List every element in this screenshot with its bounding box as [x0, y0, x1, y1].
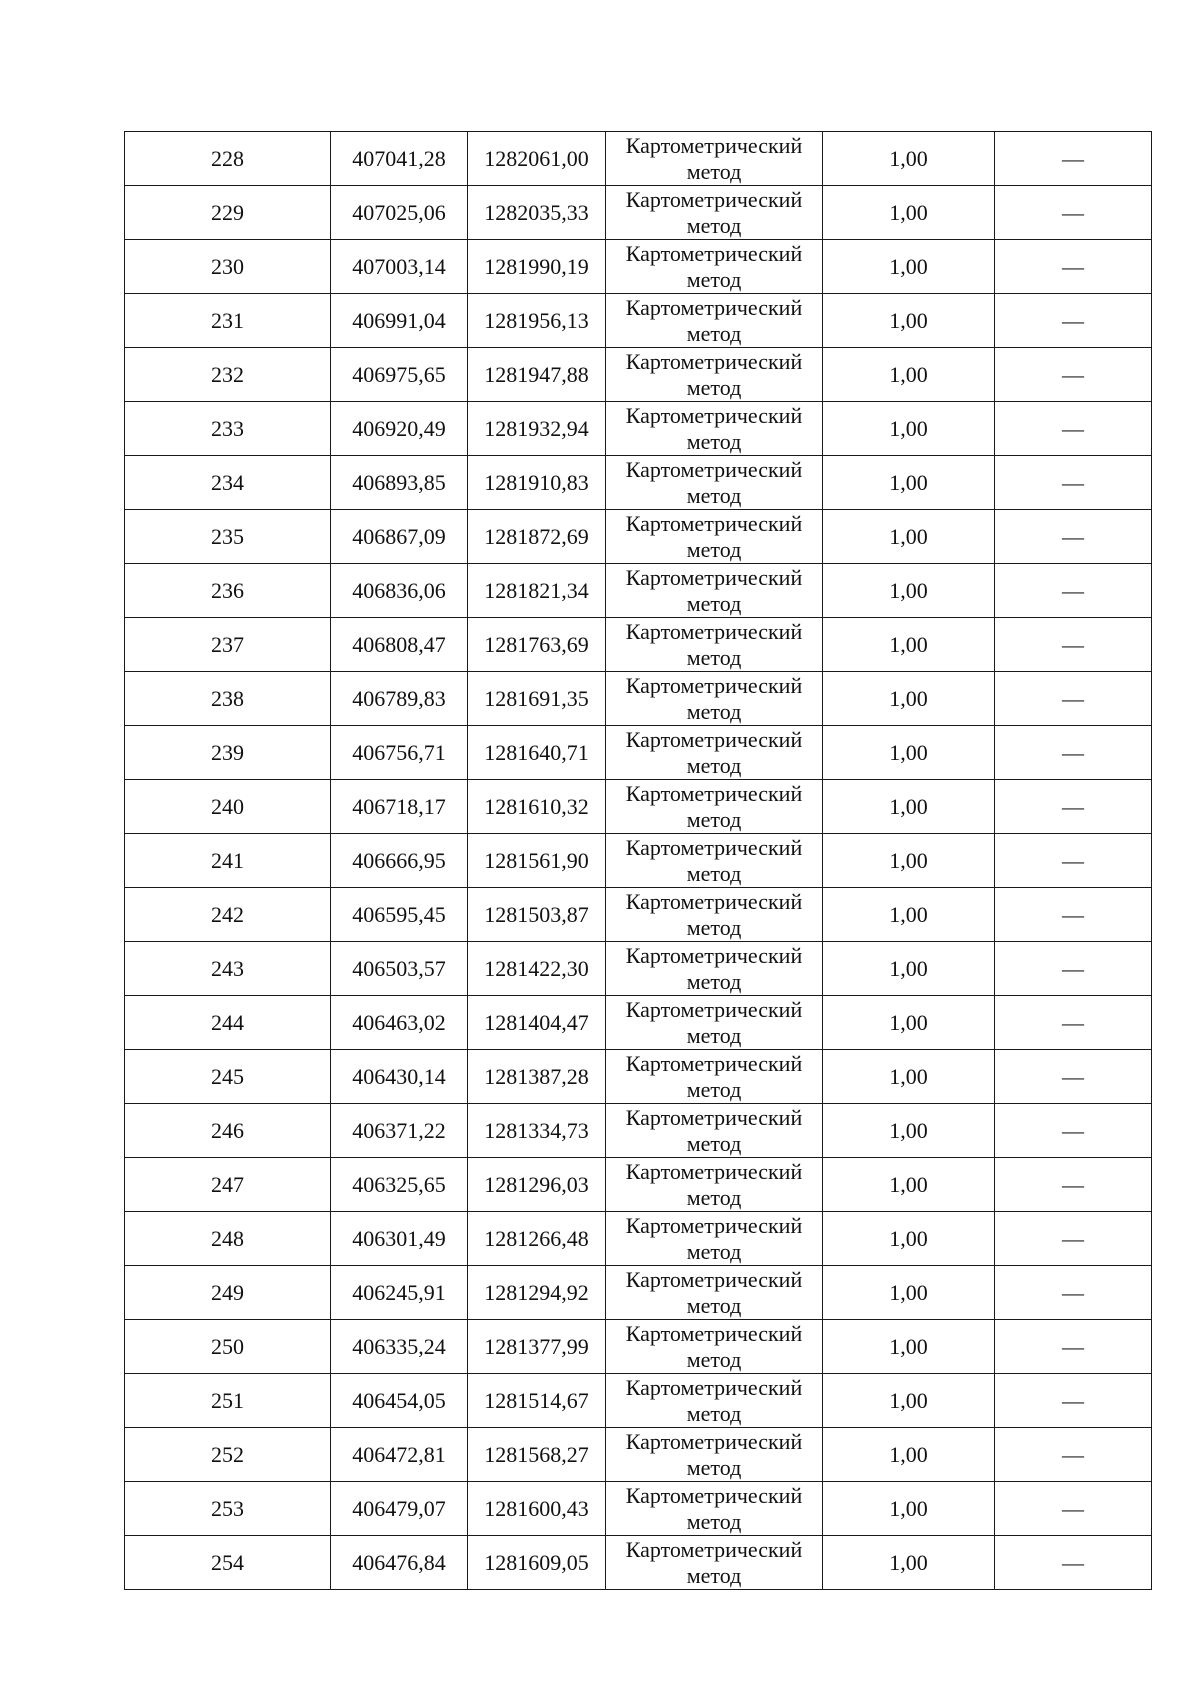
x-coordinate-cell: 406479,07 [331, 1482, 468, 1536]
method-line-1: Картометрический [625, 1482, 803, 1508]
note-cell: — [995, 726, 1152, 780]
accuracy-cell: 1,00 [823, 348, 995, 402]
y-coordinate-cell: 1281503,87 [468, 888, 606, 942]
method-cell [606, 132, 823, 186]
accuracy-cell: 1,00 [823, 1212, 995, 1266]
method-cell [606, 564, 823, 618]
x-coordinate-cell: 406975,65 [331, 348, 468, 402]
y-coordinate-cell: 1281947,88 [468, 348, 606, 402]
point-number-cell: 229 [125, 186, 331, 240]
y-coordinate-cell: 1281956,13 [468, 294, 606, 348]
table-row [125, 1158, 1152, 1212]
method-line-2: метод [686, 968, 742, 994]
x-coordinate-cell: 406991,04 [331, 294, 468, 348]
method-line-2: метод [686, 806, 742, 832]
point-number-cell: 237 [125, 618, 331, 672]
method-line-1: Картометрический [625, 1536, 803, 1562]
method-cell [606, 402, 823, 456]
accuracy-cell: 1,00 [823, 942, 995, 996]
point-number-cell: 248 [125, 1212, 331, 1266]
method-line-2: метод [686, 1022, 742, 1048]
x-coordinate-cell: 406503,57 [331, 942, 468, 996]
method-line-1: Картометрический [625, 510, 803, 536]
accuracy-cell: 1,00 [823, 1482, 995, 1536]
method-line-2: метод [686, 1562, 742, 1588]
method-line-2: метод [686, 1346, 742, 1372]
note-cell: — [995, 672, 1152, 726]
method-cell [606, 618, 823, 672]
method-line-1: Картометрический [625, 834, 803, 860]
x-coordinate-cell: 406463,02 [331, 996, 468, 1050]
table-row [125, 1104, 1152, 1158]
point-number-cell: 242 [125, 888, 331, 942]
table-row [125, 240, 1152, 294]
method-line-1: Картометрический [625, 456, 803, 482]
method-line-2: метод [686, 1238, 742, 1264]
method-cell [606, 1266, 823, 1320]
point-number-cell: 239 [125, 726, 331, 780]
y-coordinate-cell: 1281568,27 [468, 1428, 606, 1482]
y-coordinate-cell: 1281910,83 [468, 456, 606, 510]
y-coordinate-cell: 1281404,47 [468, 996, 606, 1050]
note-cell: — [995, 240, 1152, 294]
point-number-cell: 251 [125, 1374, 331, 1428]
note-cell: — [995, 1374, 1152, 1428]
method-cell [606, 294, 823, 348]
accuracy-cell: 1,00 [823, 834, 995, 888]
method-cell [606, 348, 823, 402]
table-row [125, 1482, 1152, 1536]
method-line-2: метод [686, 428, 742, 454]
method-line-2: метод [686, 860, 742, 886]
method-cell [606, 1104, 823, 1158]
method-line-2: метод [686, 914, 742, 940]
y-coordinate-cell: 1282035,33 [468, 186, 606, 240]
y-coordinate-cell: 1281640,71 [468, 726, 606, 780]
accuracy-cell: 1,00 [823, 240, 995, 294]
point-number-cell: 246 [125, 1104, 331, 1158]
point-number-cell: 247 [125, 1158, 331, 1212]
accuracy-cell: 1,00 [823, 402, 995, 456]
point-number-cell: 240 [125, 780, 331, 834]
y-coordinate-cell: 1282061,00 [468, 132, 606, 186]
accuracy-cell: 1,00 [823, 510, 995, 564]
point-number-cell: 233 [125, 402, 331, 456]
accuracy-cell: 1,00 [823, 996, 995, 1050]
x-coordinate-cell: 406371,22 [331, 1104, 468, 1158]
x-coordinate-cell: 406430,14 [331, 1050, 468, 1104]
accuracy-cell: 1,00 [823, 672, 995, 726]
method-line-2: метод [686, 1130, 742, 1156]
method-line-1: Картометрический [625, 294, 803, 320]
table-row [125, 1320, 1152, 1374]
accuracy-cell: 1,00 [823, 1158, 995, 1212]
accuracy-cell: 1,00 [823, 1428, 995, 1482]
accuracy-cell: 1,00 [823, 1050, 995, 1104]
table-row [125, 888, 1152, 942]
method-line-2: метод [686, 698, 742, 724]
y-coordinate-cell: 1281334,73 [468, 1104, 606, 1158]
accuracy-cell: 1,00 [823, 726, 995, 780]
table-row [125, 1428, 1152, 1482]
note-cell: — [995, 1104, 1152, 1158]
method-line-1: Картометрический [625, 888, 803, 914]
point-number-cell: 231 [125, 294, 331, 348]
method-cell [606, 1050, 823, 1104]
table-row [125, 1374, 1152, 1428]
note-cell: — [995, 888, 1152, 942]
x-coordinate-cell: 406301,49 [331, 1212, 468, 1266]
table-row [125, 1266, 1152, 1320]
table-row [125, 996, 1152, 1050]
method-line-2: метод [686, 212, 742, 238]
table-row [125, 1050, 1152, 1104]
x-coordinate-cell: 406920,49 [331, 402, 468, 456]
method-line-1: Картометрический [625, 1374, 803, 1400]
method-line-1: Картометрический [625, 672, 803, 698]
method-line-1: Картометрический [625, 132, 803, 158]
note-cell: — [995, 1266, 1152, 1320]
x-coordinate-cell: 406836,06 [331, 564, 468, 618]
accuracy-cell: 1,00 [823, 564, 995, 618]
method-cell [606, 780, 823, 834]
y-coordinate-cell: 1281990,19 [468, 240, 606, 294]
table-row [125, 456, 1152, 510]
method-cell [606, 186, 823, 240]
method-line-2: метод [686, 266, 742, 292]
note-cell: — [995, 618, 1152, 672]
method-cell [606, 1428, 823, 1482]
note-cell: — [995, 564, 1152, 618]
accuracy-cell: 1,00 [823, 1266, 995, 1320]
table-row [125, 1536, 1152, 1590]
method-line-2: метод [686, 482, 742, 508]
method-line-1: Картометрический [625, 726, 803, 752]
note-cell: — [995, 186, 1152, 240]
point-number-cell: 244 [125, 996, 331, 1050]
method-cell [606, 1212, 823, 1266]
note-cell: — [995, 510, 1152, 564]
note-cell: — [995, 1536, 1152, 1590]
method-line-2: метод [686, 1292, 742, 1318]
note-cell: — [995, 1428, 1152, 1482]
y-coordinate-cell: 1281514,67 [468, 1374, 606, 1428]
method-cell [606, 240, 823, 294]
method-line-1: Картометрический [625, 1266, 803, 1292]
y-coordinate-cell: 1281872,69 [468, 510, 606, 564]
table-row [125, 564, 1152, 618]
note-cell: — [995, 132, 1152, 186]
method-cell [606, 1482, 823, 1536]
method-cell [606, 726, 823, 780]
point-number-cell: 232 [125, 348, 331, 402]
point-number-cell: 250 [125, 1320, 331, 1374]
note-cell: — [995, 834, 1152, 888]
accuracy-cell: 1,00 [823, 1320, 995, 1374]
method-line-1: Картометрический [625, 1050, 803, 1076]
accuracy-cell: 1,00 [823, 132, 995, 186]
table-row [125, 132, 1152, 186]
note-cell: — [995, 1320, 1152, 1374]
x-coordinate-cell: 406454,05 [331, 1374, 468, 1428]
table-row [125, 780, 1152, 834]
method-cell [606, 456, 823, 510]
y-coordinate-cell: 1281387,28 [468, 1050, 606, 1104]
x-coordinate-cell: 406476,84 [331, 1536, 468, 1590]
point-number-cell: 249 [125, 1266, 331, 1320]
method-cell [606, 672, 823, 726]
method-line-1: Картометрический [625, 348, 803, 374]
accuracy-cell: 1,00 [823, 186, 995, 240]
y-coordinate-cell: 1281932,94 [468, 402, 606, 456]
note-cell: — [995, 402, 1152, 456]
table-row [125, 618, 1152, 672]
y-coordinate-cell: 1281609,05 [468, 1536, 606, 1590]
method-cell [606, 888, 823, 942]
method-line-1: Картометрический [625, 1104, 803, 1130]
point-number-cell: 238 [125, 672, 331, 726]
x-coordinate-cell: 406325,65 [331, 1158, 468, 1212]
table-row [125, 186, 1152, 240]
y-coordinate-cell: 1281561,90 [468, 834, 606, 888]
accuracy-cell: 1,00 [823, 780, 995, 834]
note-cell: — [995, 1158, 1152, 1212]
method-cell [606, 834, 823, 888]
accuracy-cell: 1,00 [823, 456, 995, 510]
y-coordinate-cell: 1281691,35 [468, 672, 606, 726]
method-line-2: метод [686, 752, 742, 778]
note-cell: — [995, 1050, 1152, 1104]
table-row [125, 834, 1152, 888]
note-cell: — [995, 942, 1152, 996]
y-coordinate-cell: 1281377,99 [468, 1320, 606, 1374]
method-line-1: Картометрический [625, 186, 803, 212]
x-coordinate-cell: 406245,91 [331, 1266, 468, 1320]
x-coordinate-cell: 407003,14 [331, 240, 468, 294]
point-number-cell: 228 [125, 132, 331, 186]
coordinates-table-body [125, 132, 1152, 1590]
point-number-cell: 230 [125, 240, 331, 294]
method-cell [606, 1536, 823, 1590]
method-line-2: метод [686, 1454, 742, 1480]
point-number-cell: 235 [125, 510, 331, 564]
point-number-cell: 254 [125, 1536, 331, 1590]
y-coordinate-cell: 1281600,43 [468, 1482, 606, 1536]
method-cell [606, 996, 823, 1050]
y-coordinate-cell: 1281763,69 [468, 618, 606, 672]
table-row [125, 1212, 1152, 1266]
method-line-2: метод [686, 1076, 742, 1102]
method-line-1: Картометрический [625, 1428, 803, 1454]
method-line-2: метод [686, 320, 742, 346]
y-coordinate-cell: 1281422,30 [468, 942, 606, 996]
method-line-1: Картометрический [625, 240, 803, 266]
point-number-cell: 243 [125, 942, 331, 996]
method-line-2: метод [686, 536, 742, 562]
accuracy-cell: 1,00 [823, 1536, 995, 1590]
y-coordinate-cell: 1281294,92 [468, 1266, 606, 1320]
y-coordinate-cell: 1281296,03 [468, 1158, 606, 1212]
accuracy-cell: 1,00 [823, 888, 995, 942]
method-cell [606, 1374, 823, 1428]
x-coordinate-cell: 406595,45 [331, 888, 468, 942]
x-coordinate-cell: 406666,95 [331, 834, 468, 888]
point-number-cell: 245 [125, 1050, 331, 1104]
table-row [125, 510, 1152, 564]
table-row [125, 942, 1152, 996]
method-line-1: Картометрический [625, 618, 803, 644]
point-number-cell: 241 [125, 834, 331, 888]
x-coordinate-cell: 406756,71 [331, 726, 468, 780]
method-line-2: метод [686, 590, 742, 616]
method-line-1: Картометрический [625, 1320, 803, 1346]
method-line-2: метод [686, 1508, 742, 1534]
point-number-cell: 252 [125, 1428, 331, 1482]
x-coordinate-cell: 406867,09 [331, 510, 468, 564]
note-cell: — [995, 1212, 1152, 1266]
note-cell: — [995, 780, 1152, 834]
method-line-2: метод [686, 158, 742, 184]
method-line-1: Картометрический [625, 780, 803, 806]
point-number-cell: 234 [125, 456, 331, 510]
x-coordinate-cell: 407041,28 [331, 132, 468, 186]
y-coordinate-cell: 1281610,32 [468, 780, 606, 834]
method-cell [606, 510, 823, 564]
method-cell [606, 1158, 823, 1212]
x-coordinate-cell: 406808,47 [331, 618, 468, 672]
y-coordinate-cell: 1281266,48 [468, 1212, 606, 1266]
method-line-1: Картометрический [625, 1212, 803, 1238]
accuracy-cell: 1,00 [823, 1104, 995, 1158]
table-row [125, 672, 1152, 726]
method-line-1: Картометрический [625, 1158, 803, 1184]
note-cell: — [995, 294, 1152, 348]
method-line-1: Картометрический [625, 402, 803, 428]
coordinates-table [124, 131, 1152, 1590]
method-line-2: метод [686, 374, 742, 400]
method-line-2: метод [686, 1184, 742, 1210]
method-cell [606, 1320, 823, 1374]
accuracy-cell: 1,00 [823, 294, 995, 348]
method-line-1: Картометрический [625, 996, 803, 1022]
point-number-cell: 253 [125, 1482, 331, 1536]
x-coordinate-cell: 406472,81 [331, 1428, 468, 1482]
accuracy-cell: 1,00 [823, 1374, 995, 1428]
x-coordinate-cell: 406335,24 [331, 1320, 468, 1374]
method-line-1: Картометрический [625, 564, 803, 590]
note-cell: — [995, 456, 1152, 510]
method-cell [606, 942, 823, 996]
point-number-cell: 236 [125, 564, 331, 618]
x-coordinate-cell: 406718,17 [331, 780, 468, 834]
table-row [125, 402, 1152, 456]
table-row [125, 294, 1152, 348]
note-cell: — [995, 348, 1152, 402]
x-coordinate-cell: 407025,06 [331, 186, 468, 240]
accuracy-cell: 1,00 [823, 618, 995, 672]
x-coordinate-cell: 406789,83 [331, 672, 468, 726]
table-row [125, 348, 1152, 402]
table-row [125, 726, 1152, 780]
note-cell: — [995, 996, 1152, 1050]
method-line-2: метод [686, 644, 742, 670]
x-coordinate-cell: 406893,85 [331, 456, 468, 510]
method-line-2: метод [686, 1400, 742, 1426]
y-coordinate-cell: 1281821,34 [468, 564, 606, 618]
note-cell: — [995, 1482, 1152, 1536]
method-line-1: Картометрический [625, 942, 803, 968]
